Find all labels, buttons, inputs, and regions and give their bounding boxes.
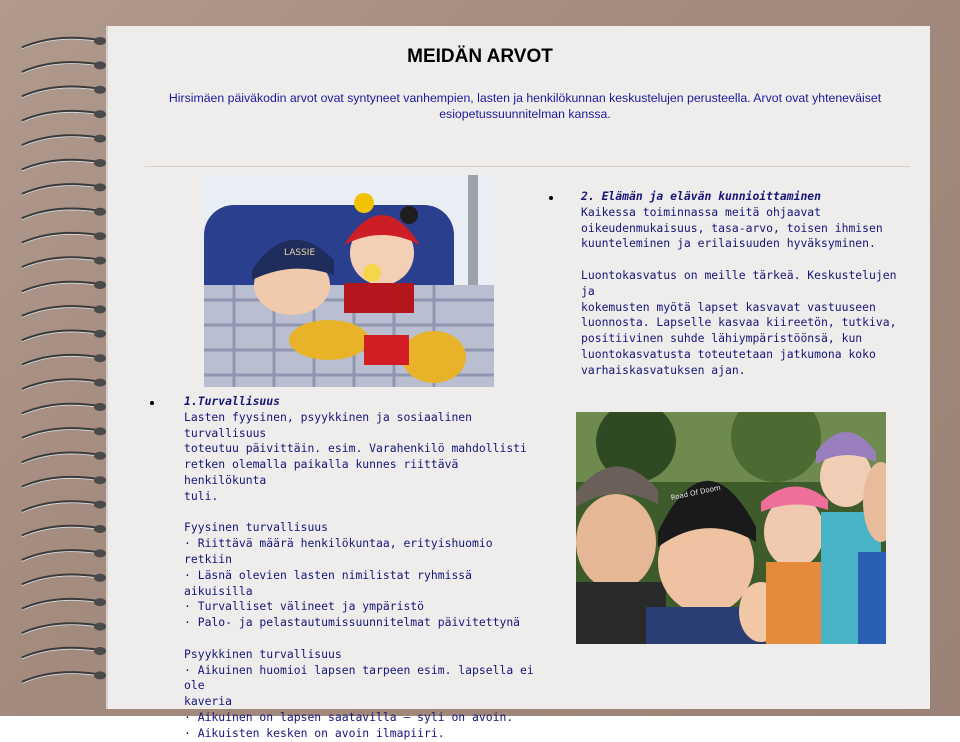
spiral-ring [22, 452, 106, 464]
nature-education-line: positiivinen suhde lähiympäristöönsä, kun [581, 331, 863, 346]
nature-education-line: Luontokasvatus on meille tärkeä. Keskustelujen ja [581, 267, 897, 298]
spiral-ring [22, 379, 106, 391]
section-2-line: oikeudenmukaisuus, tasa-arvo, toisen ihmisen [581, 220, 883, 235]
physical-safety-item: · Turvalliset välineet ja ympäristö [184, 599, 425, 614]
nature-education-line: kokemusten myötä lapset kasvavat vastuuseen [581, 299, 876, 314]
section-1-heading: 1.Turvallisuus [184, 394, 281, 408]
spiral-ring [22, 330, 106, 342]
spiral-ring [22, 549, 106, 561]
section-1-line: toteutuu päivittäin. esim. Varahenkilö mahdollisti [184, 441, 527, 456]
spiral-ring [22, 647, 106, 659]
spiral-ring [22, 598, 106, 610]
spiral-ring [22, 574, 106, 586]
intro-text: Hirsimäen päiväkodin arvot ovat syntyneet vanhempien, lasten ja henkilökunnan keskustelujen perusteella. Arvot ovat yhteneväiset esiopetussuunnitelman kanssa. [168, 91, 882, 121]
page-title: MEIDÄN ARVOT [407, 46, 553, 67]
spiral-ring [22, 403, 106, 415]
nature-education-line: varhaiskasvatuksen ajan. [581, 362, 746, 377]
photo-babies-in-stroller [204, 175, 494, 387]
physical-safety-title: Fyysinen turvallisuus [184, 520, 329, 535]
spiral-ring [22, 305, 106, 317]
spiral-ring [22, 135, 106, 147]
bullet-section-1 [150, 401, 154, 405]
psychological-safety-item: · Aikuisten kesken on avoin ilmapiiri. [184, 725, 445, 740]
spiral-ring [22, 427, 106, 439]
psychological-safety-item: · Aikuinen on lapsen saatavilla – syli on avoin. [184, 709, 514, 724]
spiral-ring [22, 623, 106, 635]
nature-education-line: luonnosta. Lapselle kasvaa kiireetön, tutkiva, [581, 315, 897, 330]
section-1-text [184, 394, 544, 742]
section-2-line: Kaikessa toiminnassa meitä ohjaavat [581, 204, 822, 219]
spiral-ring [22, 281, 106, 293]
section-1-line: retken olemalla paikalla kunnes riittävä henkilökunta [184, 457, 459, 487]
physical-safety-item: · Riittävä määrä henkilökuntaa, erityishuomio retkiin [184, 536, 493, 566]
spiral-ring [22, 86, 106, 98]
spiral-ring [22, 501, 106, 513]
physical-safety-item: · Läsnä olevien lasten nimilistat ryhmissä aikuisilla [184, 567, 473, 598]
spiral-ring [22, 476, 106, 488]
physical-safety-item: · Palo- ja pelastautumissuunnitelmat päivitettynä [184, 615, 521, 630]
psychological-safety-title: Psyykkinen turvallisuus [184, 646, 342, 661]
bullet-section-2 [549, 196, 553, 200]
spiral-ring [22, 159, 106, 171]
nature-education-line: luontokasvatusta toteutetaan jatkumona koko [581, 346, 876, 361]
spiral-ring [22, 183, 106, 195]
spiral-ring [22, 671, 106, 683]
spiral-ring [22, 232, 106, 244]
spiral-ring [22, 525, 106, 537]
spiral-binding [14, 30, 110, 690]
section-1-line: tuli. [184, 488, 219, 503]
section-1-line: Lasten fyysinen, psyykkinen ja sosiaalinen turvallisuus [184, 409, 473, 440]
photo-children-in-forest [576, 412, 886, 644]
svg-text:LASSIE: LASSIE [284, 248, 316, 258]
spiral-ring [22, 257, 106, 269]
spiral-ring [22, 110, 106, 122]
section-2-text [581, 189, 911, 379]
psychological-safety-item: kaveria [184, 694, 233, 709]
svg-text:Road Of Doom: Road Of Doom [670, 483, 722, 503]
spiral-ring [22, 208, 106, 220]
divider [145, 166, 910, 167]
spiral-ring [22, 354, 106, 366]
psychological-safety-item: · Aikuinen huomioi lapsen tarpeen esim. lapsella ei ole [184, 662, 534, 693]
section-2-heading: 2. Elämän ja elävän kunnioittaminen [581, 189, 822, 203]
section-2-line: kuunteleminen ja erilaisuuden hyväksyminen. [581, 236, 876, 251]
